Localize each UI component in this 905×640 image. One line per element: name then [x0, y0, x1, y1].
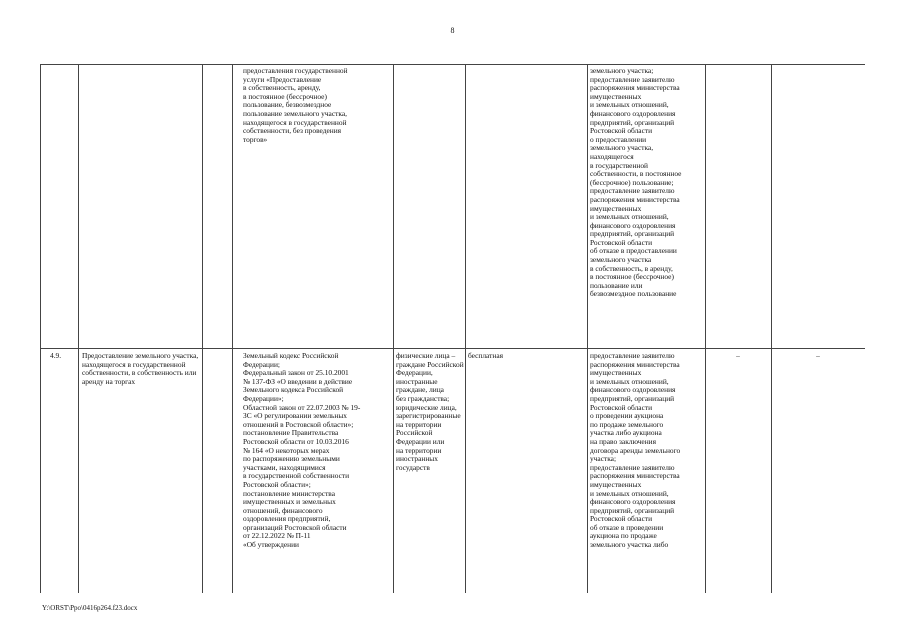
- column-divider: [393, 64, 394, 593]
- result: предоставление заявителю распоряжения министерства имущественных и земельных отношений, финансового оздоровления предприятий, организаций Ростовской области о проведении аукциона по продаже земельного участка либо аукциона на право заключения договора аренды земельного участка; предоставление заявителю распоряжения министерства имущественных и земельных отношений, финансового оздоровления предприятий, организаций Ростовской области об отказе в проведении аукциона по продаже земельного участка либо: [590, 352, 681, 550]
- column-divider: [705, 64, 706, 593]
- fee: бесплатная: [468, 352, 504, 360]
- column-divider: [78, 64, 79, 593]
- column-divider: [771, 64, 772, 593]
- services-table: [40, 64, 865, 593]
- continuation-procedure-text: предоставления государственной услуги «Предоставление в собственность, аренду, в постоянное (бессрочное) пользование, безвозмездное пользование земельного участка, находящегося в государственной собственности, без проведения торгов»: [243, 67, 348, 144]
- column-divider: [232, 64, 233, 593]
- footer-file-path: Y:\ORST\Ppo\0416p264.f23.docx: [42, 604, 138, 612]
- legal-basis: Земельный кодекс Российской Федерации; Федеральный закон от 25.10.2001 № 137-ФЗ «О введении в действие Земельного кодекса Российской Федерации»; Областной закон от 22.07.2003 № 19- ЗС «О регулировании земельных отношений в Ростовской области»; постановление Правительства Ростовской области от 10.03.2016 № 164 «О некоторых мерах по распоряжению земельными участками, находящимися в государственной собственности Ростовской области»; постановление министерства имущественных и земельных отношений, финансового оздоровления предприятий, организаций Ростовской области от 22.12.2022 № П-11 «Об утверждении: [243, 352, 361, 550]
- applicants: физические лица – граждане Российской Федерации, иностранные граждане, лица без гражданства; юридические лица, зарегистрированные на территории Российской Федерации или на территории иностранных государств: [396, 352, 464, 472]
- dash-col9: –: [816, 352, 820, 360]
- column-divider: [587, 64, 588, 593]
- column-divider: [40, 64, 41, 593]
- row-divider: [40, 348, 865, 349]
- dash-col8: –: [736, 352, 740, 360]
- page-number: 8: [450, 26, 455, 35]
- table-top-border: [40, 64, 865, 65]
- row-number: 4.9.: [50, 352, 62, 360]
- column-divider: [465, 64, 466, 593]
- service-name: Предоставление земельного участка, находящегося в государственной собственности, в собственность или аренду на торгах: [82, 352, 199, 386]
- continuation-result-text: земельного участка; предоставление заявителю распоряжения министерства имущественных и земельных отношений, финансового оздоровления предприятий, организаций Ростовской области о предоставлении земельного участка, находящегося в государственной собственности, в постоянное (бессрочное) пользование; предоставление заявителю распоряжения министерства имущественных и земельных отношений, финансового оздоровления предприятий, организаций Ростовской области об отказе в предоставлении земельного участка в собственность, в аренду, в постоянное (бессрочное) пользование или безвозмездное пользование: [590, 67, 682, 299]
- column-divider: [202, 64, 203, 593]
